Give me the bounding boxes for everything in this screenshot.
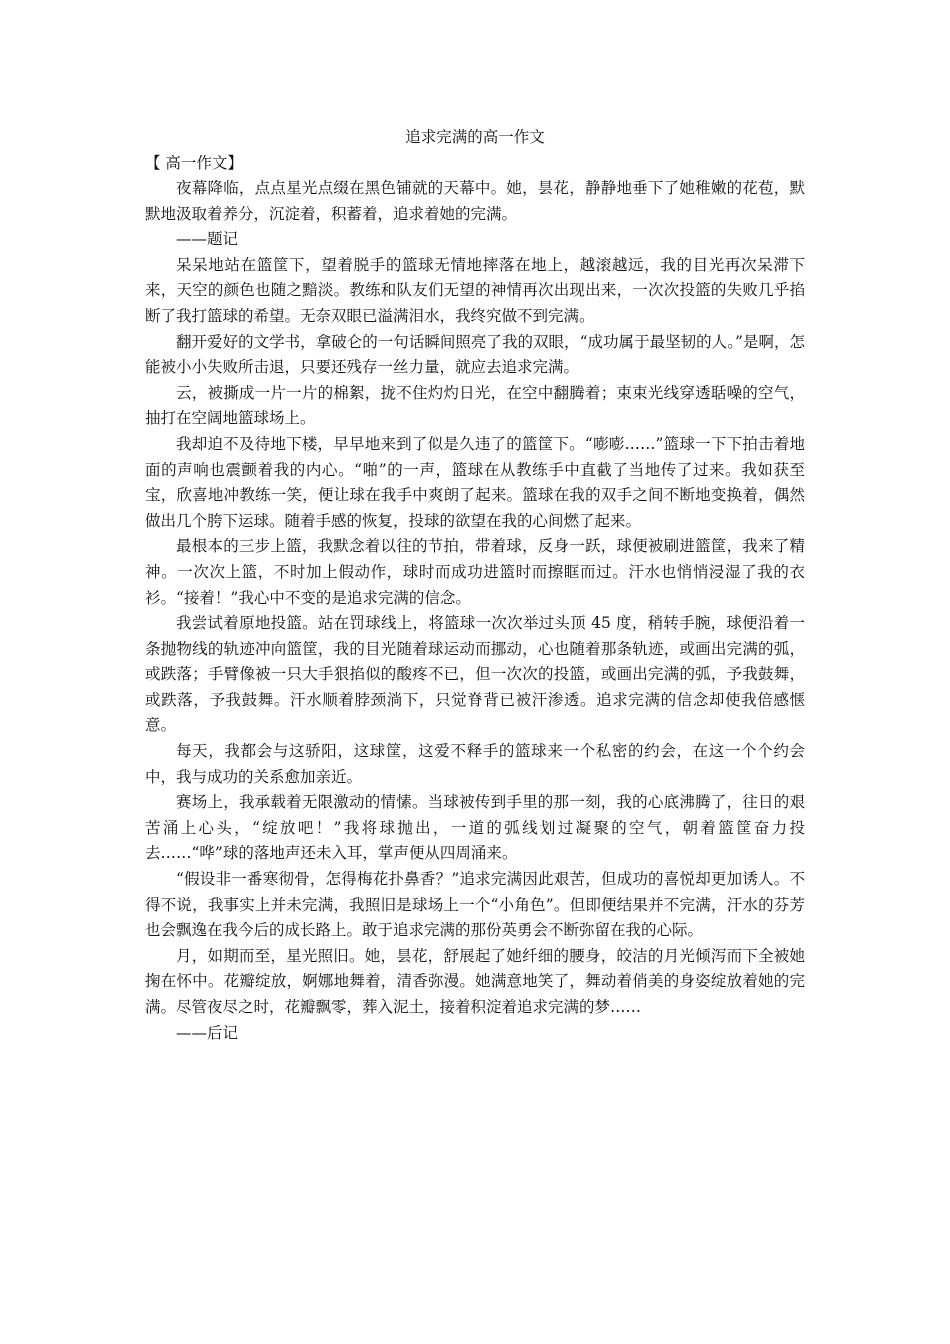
- paragraph: 每天，我都会与这骄阳，这球筐，这爱不释手的篮球来一个私密的约会，在这一个个约会中，我与成功的关系愈加亲近。: [145, 742, 805, 786]
- paragraph: 夜幕降临，点点星光点缀在黑色铺就的天幕中。她，昙花，静静地垂下了她稚嫩的花苞，默默地汲取着养分，沉淀着，积蓄着，追求着她的完满。: [145, 179, 805, 223]
- paragraph: 最根本的三步上篮，我默念着以往的节拍，带着球，反身一跃，球便被刷进篮筐，我来了精神。一次次上篮，不时加上假动作，球时而成功进篮时而擦眶而过。汗水也悄悄浸湿了我的衣衫。“接着！”我心中不变的是追求完满的信念。: [145, 537, 805, 607]
- paragraph: 赛场上，我承载着无限激动的情愫。当球被传到手里的那一刻，我的心底沸腾了，往日的艰苦涌上心头，“绽放吧！”我将球抛出，一道的弧线划过凝聚的空气，朝着篮筐奋力投去……“哗”球的落地声还未入耳，掌声便从四周涌来。: [145, 793, 805, 863]
- category-tag: 【 高一作文】: [145, 154, 243, 172]
- paragraph: 云，被撕成一片一片的棉絮，拢不住灼灼日光，在空中翻腾着；束束光线穿透聒噪的空气，抽打在空阔地篮球场上。: [145, 383, 805, 428]
- paragraph: 翻开爱好的文学书，拿破仑的一句话瞬间照亮了我的双眼，“成功属于最坚韧的人。”是啊，怎能被小小失败所击退，只要还残存一丝力量，就应去追求完满。: [145, 332, 805, 377]
- paragraph: 呆呆地站在篮筐下，望着脱手的篮球无情地摔落在地上，越滚越远，我的目光再次呆滞下来，天空的颜色也随之黯淡。教练和队友们无望的神情再次出现出来，一次次投篮的失败几乎掐断了我打篮球的希望。无奈双眼已溢满泪水，我终究做不到完满。: [145, 255, 805, 325]
- paragraph: 我却迫不及待地下楼，早早地来到了似是久违了的篮筐下。“嘭嘭……”篮球一下下拍击着地面的声响也震颤着我的内心。“啪”的一声，篮球在从教练手中直截了当地传了过来。我如获至宝，欣喜地冲教练一笑，便让球在我手中爽朗了起来。篮球在我的双手之间不断地变换着，偶然做出几个胯下运球。随着手感的恢复，投球的欲望在我的心间燃了起来。: [145, 434, 805, 530]
- document-title: 追求完满的高一作文: [405, 128, 545, 146]
- paragraph: “假设非一番寒彻骨，怎得梅花扑鼻香？”追求完满因此艰苦，但成功的喜悦却更加诱人。不得不说，我事实上并未完满，我照旧是球场上一个“小角色”。但即便结果并不完满，汗水的芬芳也会飘逸在我今后的成长路上。敢于追求完满的那份英勇会不断弥留在我的心际。: [145, 870, 805, 940]
- paragraph: 我尝试着原地投篮。站在罚球线上，将篮球一次次举过头顶 45 度，稍转手腕，球便沿着一条抛物线的轨迹冲向篮筐，我的目光随着球运动而挪动，心也随着那条轨迹，或画出完满的弧，或跌落；手臂像被一只大手狠掐似的酸疼不已，但一次次的投篮，或画出完满的弧，予我鼓舞，或跌落，予我鼓舞。汗水顺着脖颈淌下，只觉脊背已被汗渗透。追求完满的信念却使我倍感惬意。: [145, 614, 805, 735]
- paragraph: 月，如期而至，星光照旧。她，昙花，舒展起了她纤细的腰身，皎洁的月光倾泻而下全被她掬在怀中。花瓣绽放，婀娜地舞着，清香弥漫。她满意地笑了，舞动着俏美的身姿绽放着她的完满。尽管夜尽之时，花瓣飘零，葬入泥土，接着积淀着追求完满的梦……: [145, 946, 805, 1016]
- paragraph-epigraph-note: ——题记: [176, 230, 239, 249]
- paragraph-afterword-note: ——后记: [176, 1023, 239, 1042]
- document-page: [145, 126, 805, 1046]
